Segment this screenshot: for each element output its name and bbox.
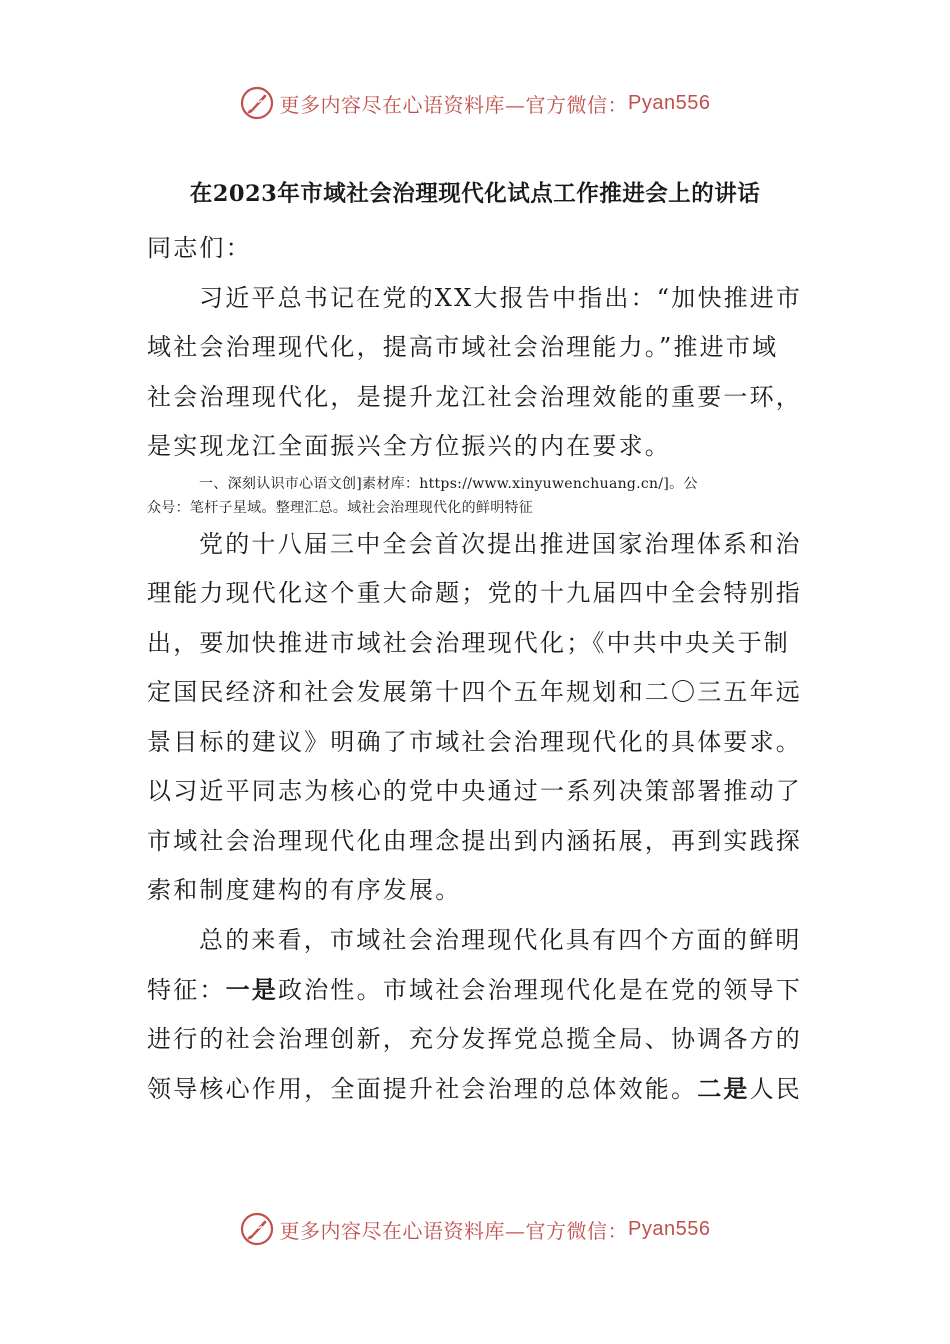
paragraph-3 <box>147 916 807 1114</box>
document-body <box>147 224 807 1114</box>
text-run: 人民 <box>749 1075 803 1103</box>
text-run: 特征： <box>147 976 226 1004</box>
paragraph-line: 索和制度建构的有序发展。 <box>147 876 462 904</box>
paragraph-line: 域社会治理现代化，提高市域社会治理能力。”推进市域 <box>147 333 779 361</box>
paragraph-line: 社会治理现代化，是提升龙江社会治理效能的重要一环， <box>147 382 802 411</box>
note-line: 众号：笔杆子星域。整理汇总。域社会治理现代化的鲜明特征 <box>147 499 534 516</box>
emphasis-second: 二是 <box>697 1074 750 1103</box>
section-heading-note <box>147 472 807 520</box>
paragraph-1 <box>147 274 807 472</box>
paragraph-line: 是实现龙江全面振兴全方位振兴的内在要求。 <box>147 432 671 460</box>
paragraph-line <box>147 965 807 1015</box>
paragraph-line: 以习近平同志为核心的党中央通过一系列决策部署推动了 <box>147 777 802 805</box>
watermark-text: 更多内容尽在心语资料库—官方微信： <box>279 1218 629 1243</box>
greeting: 同志们： <box>147 234 252 262</box>
footer-watermark <box>0 1212 950 1246</box>
paragraph-2 <box>147 520 807 916</box>
paragraph-line <box>147 1064 807 1114</box>
paragraph-line: 进行的社会治理创新，充分发挥党总揽全局、协调各方的 <box>147 1024 802 1053</box>
watermark-wechat-id: Pyan556 <box>628 91 711 114</box>
emphasis-first: 一是 <box>225 975 279 1004</box>
watermark-text: 更多内容尽在心语资料库—官方微信： <box>279 92 629 117</box>
quill-pen-logo-icon <box>240 86 274 120</box>
text-run: 政治性。市域社会治理现代化是在党的领导下 <box>278 976 803 1004</box>
quill-pen-logo-icon <box>240 1212 274 1246</box>
paragraph-line: 党的十八届三中全会首次提出推进国家治理体系和治 <box>199 529 802 558</box>
document-title: 在2023年市域社会治理现代化试点工作推进会上的讲话 <box>189 181 761 207</box>
note-line: 一、深刻认识市心语文创]素材库：https://www.xinyuwenchuang.cn/]。公 <box>199 475 698 492</box>
paragraph-line: 景目标的建议》明确了市域社会治理现代化的具体要求。 <box>147 727 802 756</box>
text-run: 领导核心作用，全面提升社会治理的总体效能。 <box>147 1075 698 1103</box>
paragraph-line: 理能力现代化这个重大命题；党的十九届四中全会特别指 <box>147 579 802 607</box>
paragraph-line: 市域社会治理现代化由理念提出到内涵拓展，再到实践探 <box>147 826 802 855</box>
paragraph-line: 定国民经济和社会发展第十四个五年规划和二〇三五年远 <box>147 678 802 706</box>
paragraph-line: 总的来看，市域社会治理现代化具有四个方面的鲜明 <box>199 925 802 954</box>
watermark-wechat-id: Pyan556 <box>628 1217 711 1240</box>
paragraph-line: 习近平总书记在党的XX大报告中指出：“加快推进市 <box>199 283 803 312</box>
paragraph-line: 出，要加快推进市域社会治理现代化；《中共中央关于制 <box>147 628 790 657</box>
header-watermark <box>0 86 950 120</box>
